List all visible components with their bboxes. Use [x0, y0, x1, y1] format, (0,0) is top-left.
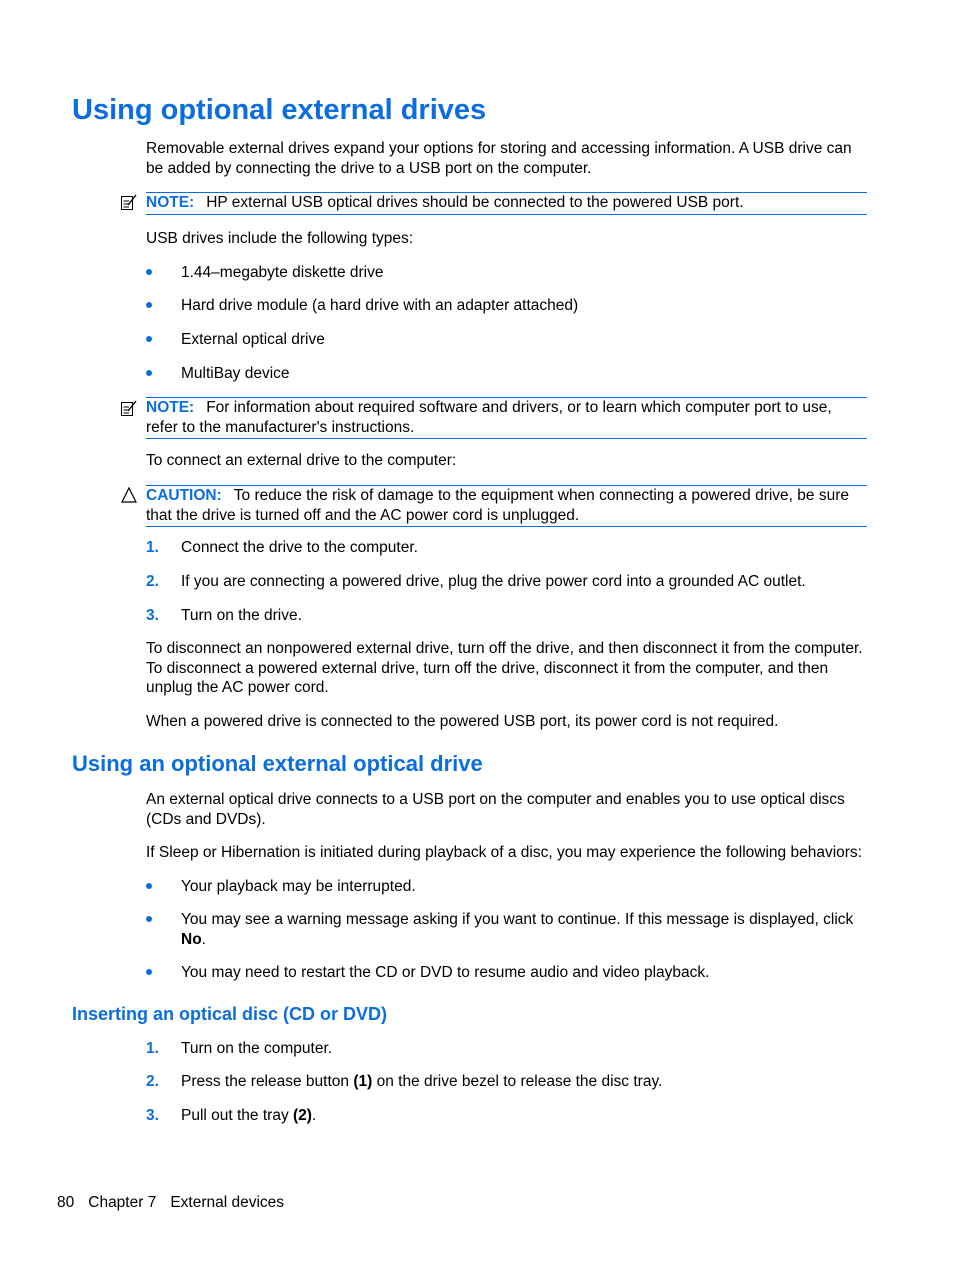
step-item: 1. Connect the drive to the computer.: [146, 539, 418, 556]
footer-section: External devices: [170, 1194, 285, 1211]
step-item: 3. Turn on the drive.: [146, 607, 302, 624]
bullet-icon: [146, 883, 152, 889]
caution-icon: [120, 486, 138, 504]
list-item: 1.44–megabyte diskette drive: [146, 263, 868, 283]
note-icon: [120, 399, 138, 417]
types-intro: USB drives include the following types:: [146, 230, 414, 247]
bullet-icon: [146, 269, 152, 275]
list-item: MultiBay device: [146, 364, 868, 384]
bullet-icon: [146, 916, 152, 922]
step-item: 2. If you are connecting a powered drive, plug the drive power cord into a grounded AC outlet.: [146, 573, 806, 590]
connect-intro: To connect an external drive to the computer:: [146, 452, 457, 469]
intro-paragraph: Removable external drives expand your options for storing and accessing information. A USB drive can be added by connecting the drive to a USB port on the computer.: [146, 140, 852, 177]
list-item: You may see a warning message asking if you want to continue. If this message is displayed, click No.: [146, 910, 868, 949]
bullet-icon: [146, 969, 152, 975]
note-text: For information about required software and drivers, or to learn which computer port to use, refer to the manufacturer's instructions.: [146, 399, 832, 436]
caution-text: To reduce the risk of damage to the equipment when connecting a powered drive, be sure that the drive is turned off and the AC power cord is unplugged.: [146, 487, 849, 524]
list-item: You may need to restart the CD or DVD to resume audio and video playback.: [146, 963, 868, 983]
subsection-heading-inserting: Inserting an optical disc (CD or DVD): [72, 1004, 388, 1024]
page-footer: [57, 1193, 298, 1213]
list-item: External optical drive: [146, 330, 868, 350]
bullet-icon: [146, 302, 152, 308]
sleep-intro: If Sleep or Hibernation is initiated during playback of a disc, you may experience the following behaviors:: [146, 844, 862, 861]
caution-label: CAUTION:: [146, 487, 222, 504]
section-heading-optical: Using an optional external optical drive: [72, 751, 483, 776]
caution-box: [146, 485, 867, 527]
optical-intro: An external optical drive connects to a USB port on the computer and enables you to use optical discs (CDs and DVDs).: [146, 791, 845, 828]
footer-chapter: Chapter 7: [88, 1194, 157, 1211]
note-label: NOTE:: [146, 194, 195, 211]
bullet-icon: [146, 336, 152, 342]
page-title: Using optional external drives: [72, 94, 487, 126]
note-box-usb: [146, 192, 867, 215]
step-item: 2. Press the release button (1) on the drive bezel to release the disc tray.: [146, 1073, 663, 1090]
disconnect-paragraph: To disconnect an nonpowered external drive, turn off the drive, and then disconnect it from the computer. To disconnect a powered external drive, turn off the drive, disconnect it from the computer, and then unplug the AC power cord.: [146, 640, 863, 696]
step-item: 1. Turn on the computer.: [146, 1040, 333, 1057]
note-label: NOTE:: [146, 399, 195, 416]
bullet-icon: [146, 370, 152, 376]
page-number: 80: [57, 1194, 75, 1211]
step-item: 3. Pull out the tray (2).: [146, 1107, 317, 1124]
list-item: Hard drive module (a hard drive with an adapter attached): [146, 296, 868, 316]
list-item: Your playback may be interrupted.: [146, 877, 868, 897]
note-icon: [120, 193, 138, 211]
powered-paragraph: When a powered drive is connected to the powered USB port, its power cord is not required.: [146, 713, 779, 730]
note-text: HP external USB optical drives should be connected to the powered USB port.: [206, 194, 744, 211]
note-box-software: [146, 397, 867, 439]
